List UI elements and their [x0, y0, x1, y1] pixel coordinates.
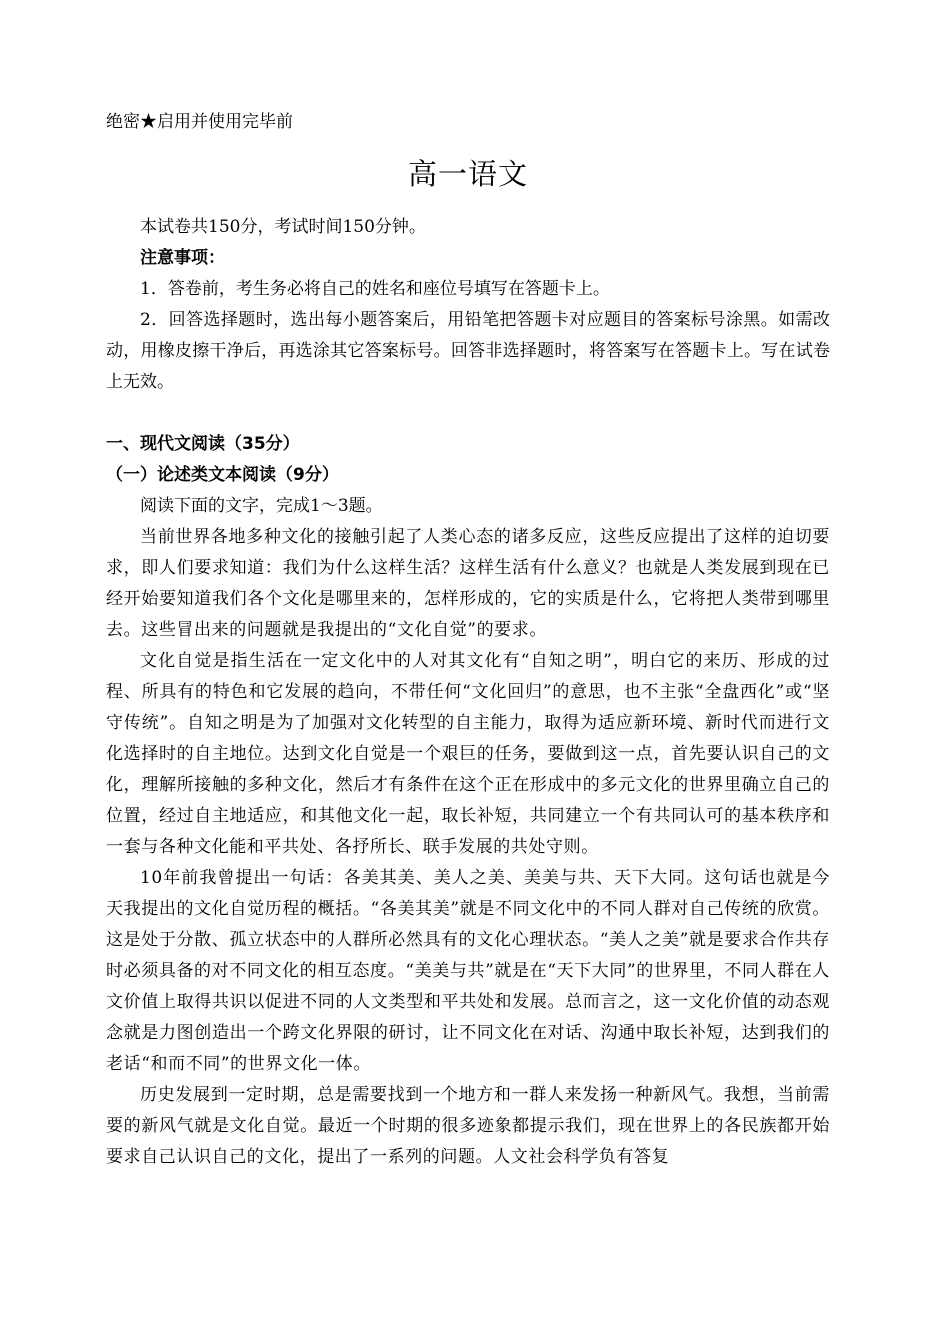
notice-item-1: 1．答卷前，考生务必将自己的姓名和座位号填写在答题卡上。: [140, 279, 610, 299]
passage-paragraph: 当前世界各地多种文化的接触引起了人类心态的诸多反应，这些反应提出了这样的迫切要求，即人们要求知道：我们为什么这样生活？这样生活有什么意义？也就是人类发展到现在已经开始要知道我们各个文化是哪里来的，怎样形成的，它的实质是什么，它将把人类带到哪里去。这些冒出来的问题就是我提出的“文化自觉”的要求。: [106, 527, 830, 640]
reading-passage: [106, 522, 830, 1173]
exam-intro: 本试卷共150分，考试时间150分钟。: [140, 217, 426, 237]
subsection-heading: （一）论述类文本阅读（9分）: [106, 465, 339, 485]
spacer: [106, 398, 830, 429]
page-title: 高一语文: [407, 157, 528, 191]
notice-label: 注意事项：: [140, 248, 225, 268]
exam-page: [106, 108, 830, 1173]
passage-paragraph: 历史发展到一定时期，总是需要找到一个地方和一群人来发扬一种新风气。我想，当前需要的新风气就是文化自觉。最近一个时期的很多迹象都提示我们，现在世界上的各民族都开始要求自己认识自己的文化，提出了一系列的问题。人文社会科学负有答复: [106, 1085, 830, 1167]
notice-item-2: 2．回答选择题时，选出每小题答案后，用铅笔把答题卡对应题目的答案标号涂黑。如需改动，用橡皮擦干净后，再选涂其它答案标号。回答非选择题时，将答案写在答题卡上。写在试卷上无效。: [106, 310, 830, 392]
confidential-label: 绝密★启用并使用完毕前: [106, 112, 293, 132]
reading-prompt: 阅读下面的文字，完成1～3题。: [140, 496, 383, 516]
passage-paragraph: 文化自觉是指生活在一定文化中的人对其文化有“自知之明”，明白它的来历、形成的过程、所具有的特色和它发展的趋向，不带任何“文化回归”的意思，也不主张“全盘西化”或“坚守传统”。自知之明是为了加强对文化转型的自主能力，取得为适应新环境、新时代而进行文化选择时的自主地位。达到文化自觉是一个艰巨的任务，要做到这一点，首先要认识自己的文化，理解所接触的多种文化，然后才有条件在这个正在形成中的多元文化的世界里确立自己的位置，经过自主地适应，和其他文化一起，取长补短，共同建立一个有共同认可的基本秩序和一套与各种文化能和平共处、各抒所长、联手发展的共处守则。: [106, 651, 830, 857]
passage-paragraph: 10年前我曾提出一句话：各美其美、美人之美、美美与共、天下大同。这句话也就是今天我提出的文化自觉历程的概括。“各美其美”就是不同文化中的不同人群对自己传统的欣赏。这是处于分散、孤立状态中的人群所必然具有的文化心理状态。“美人之美”就是要求合作共存时必须具备的对不同文化的相互态度。“美美与共”就是在“天下大同”的世界里，不同人群在人文价值上取得共识以促进不同的人文类型和平共处和发展。总而言之，这一文化价值的动态观念就是力图创造出一个跨文化界限的研讨，让不同文化在对话、沟通中取长补短，达到我们的老话“和而不同”的世界文化一体。: [106, 868, 830, 1074]
section-heading: 一、现代文阅读（35分）: [106, 434, 300, 454]
